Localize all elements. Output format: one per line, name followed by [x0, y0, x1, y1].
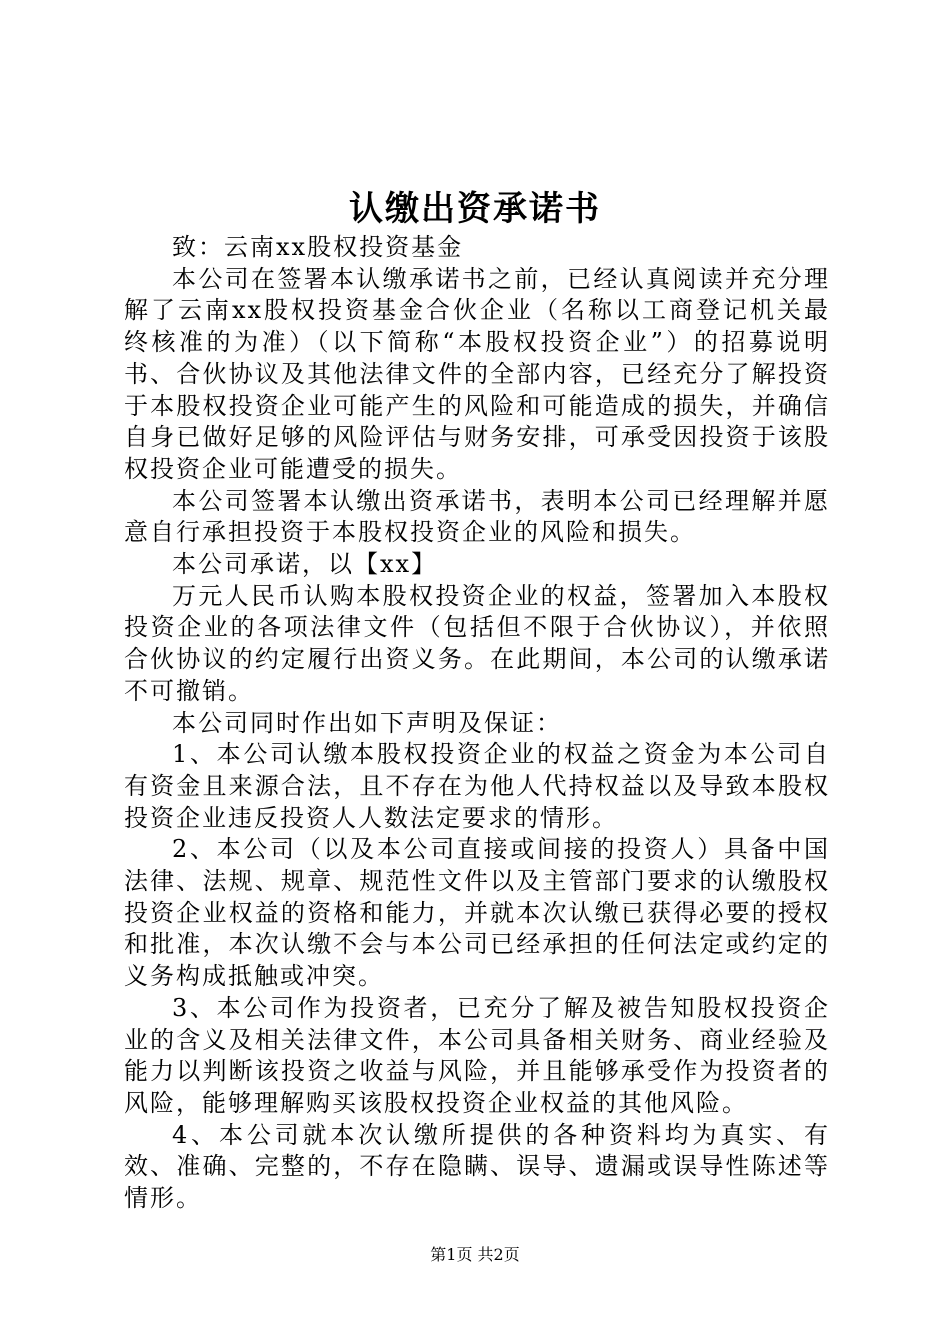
paragraph: 本公司签署本认缴出资承诺书，表明本公司已经理解并愿意自行承担投资于本股权投资企业的风险和损失。 [124, 486, 830, 547]
addressee-line: 致：云南xx股权投资基金 [172, 233, 464, 261]
page-footer: 第1页 共2页 [430, 1245, 520, 1264]
paragraph: 本公司在签署本认缴承诺书之前，已经认真阅读并充分理解了云南xx股权投资基金合伙企业（名称以工商登记机关最终核准的为准）（以下简称“本股权投资企业”）的招募说明书、合伙协议及其他法律文件的全部内容，已经充分了解投资于本股权投资企业可能产生的风险和可能造成的损失，并确信自身已做好足够的风险评估与财务安排，可承受因投资于该股权投资企业可能遭受的损失。 [124, 264, 830, 483]
list-item: 2、本公司（以及本公司直接或间接的投资人）具备中国法律、法规、规章、规范性文件以及主管部门要求的认缴股权投资企业权益的资格和能力，并就本次认缴已获得必要的授权和批准，本次认缴不会与本公司已经承担的任何法定或约定的义务构成抵触或冲突。 [124, 835, 830, 991]
paragraph: 本公司同时作出如下声明及保证： [172, 708, 562, 737]
list-item: 1、本公司认缴本股权投资企业的权益之资金为本公司自有资金且来源合法，且不存在为他人代持权益以及导致本股权投资企业违反投资人人数法定要求的情形。 [124, 740, 830, 832]
document-title: 认缴出资承诺书 [349, 189, 601, 229]
paragraph: 本公司承诺，以【xx】 [172, 550, 438, 579]
list-item: 4、本公司就本次认缴所提供的各种资料均为真实、有效、准确、完整的，不存在隐瞒、误导、遗漏或误导性陈述等情形。 [124, 1120, 830, 1213]
list-item: 3、本公司作为投资者，已充分了解及被告知股权投资企业的含义及相关法律文件，本公司具备相关财务、商业经验及能力以判断该投资之收益与风险，并且能够承受作为投资者的风险，能够理解购买该股权投资企业权益的其他风险。 [124, 993, 830, 1117]
paragraph: 万元人民币认购本股权投资企业的权益，签署加入本股权投资企业的各项法律文件（包括但不限于合伙协议），并依照合伙协议的约定履行出资义务。在此期间，本公司的认缴承诺不可撤销。 [124, 581, 830, 705]
document-body [124, 232, 830, 1215]
